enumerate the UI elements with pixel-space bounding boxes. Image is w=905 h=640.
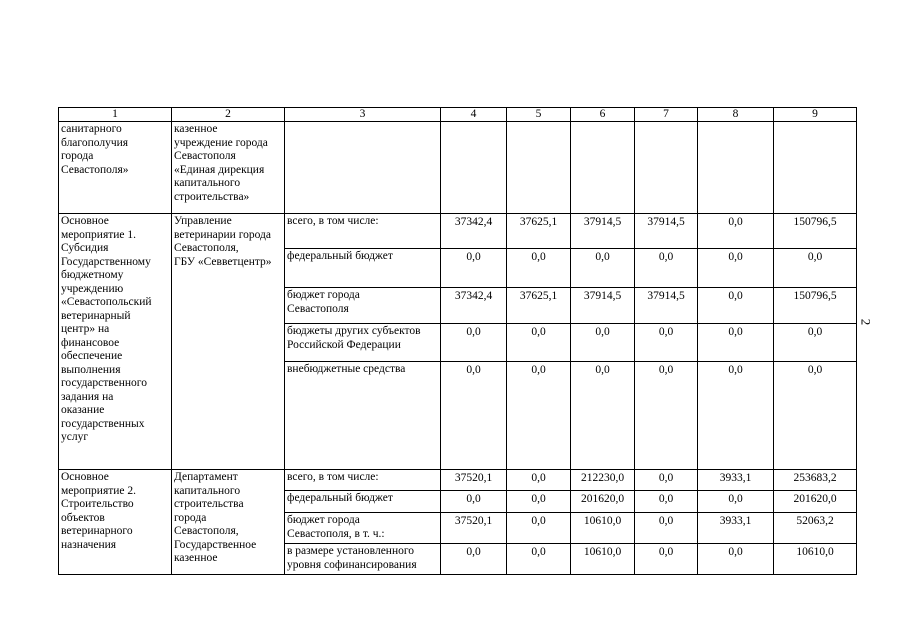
value-cell: 37342,4: [441, 288, 507, 324]
value-cell: 0,0: [507, 544, 571, 575]
value-cell: 0,0: [774, 362, 857, 470]
value-cell: 0,0: [635, 470, 698, 491]
column-header: 3: [285, 108, 441, 122]
value-cell: [635, 122, 698, 214]
value-cell: 0,0: [571, 324, 635, 362]
column-number-row: [59, 108, 857, 122]
value-cell: 201620,0: [571, 491, 635, 513]
value-cell: 0,0: [635, 513, 698, 544]
column-header: 5: [507, 108, 571, 122]
value-cell: 0,0: [507, 362, 571, 470]
value-cell: 0,0: [635, 249, 698, 288]
funding-source-cell: в размере установленного уровня софинансирования: [285, 544, 441, 575]
value-cell: 0,0: [774, 324, 857, 362]
value-cell: 0,0: [698, 324, 774, 362]
value-cell: 37520,1: [441, 513, 507, 544]
value-cell: 10610,0: [571, 513, 635, 544]
value-cell: 0,0: [698, 544, 774, 575]
value-cell: 37914,5: [571, 288, 635, 324]
value-cell: 37520,1: [441, 470, 507, 491]
value-cell: 37625,1: [507, 214, 571, 249]
column-header: 2: [172, 108, 285, 122]
column-header: 9: [774, 108, 857, 122]
column-header: 4: [441, 108, 507, 122]
value-cell: 3933,1: [698, 470, 774, 491]
funding-source-cell: всего, в том числе:: [285, 214, 441, 249]
value-cell: 0,0: [441, 544, 507, 575]
executor-cell: казенное учреждение города Севастополя «Единая дирекция капитального строительства»: [172, 122, 285, 214]
funding-source-cell: внебюджетные средства: [285, 362, 441, 470]
measure-name-cell: Основное мероприятие 2. Строительство объектов ветеринарного назначения: [59, 470, 172, 575]
measure-name-cell: санитарного благополучия города Севастополя»: [59, 122, 172, 214]
value-cell: 0,0: [571, 362, 635, 470]
value-cell: 0,0: [441, 249, 507, 288]
value-cell: 0,0: [698, 288, 774, 324]
value-cell: 0,0: [635, 491, 698, 513]
funding-source-cell: бюджет города Севастополя, в т. ч.:: [285, 513, 441, 544]
executor-cell: Управление ветеринарии города Севастополя, ГБУ «Севветцентр»: [172, 214, 285, 470]
value-cell: 0,0: [507, 491, 571, 513]
column-header: 6: [571, 108, 635, 122]
column-header: 7: [635, 108, 698, 122]
value-cell: 37342,4: [441, 214, 507, 249]
value-cell: 0,0: [571, 249, 635, 288]
measure-name-cell: Основное мероприятие 1. Субсидия Государственному бюджетному учреждению «Севастопольский ветеринарный центр» на финансовое обеспечение выполнения государственного задания на оказание государственных услуг: [59, 214, 172, 470]
value-cell: 37914,5: [635, 288, 698, 324]
funding-source-cell: федеральный бюджет: [285, 491, 441, 513]
value-cell: 0,0: [774, 249, 857, 288]
value-cell: 150796,5: [774, 288, 857, 324]
column-header: 8: [698, 108, 774, 122]
value-cell: 37914,5: [635, 214, 698, 249]
value-cell: 3933,1: [698, 513, 774, 544]
value-cell: 0,0: [507, 324, 571, 362]
value-cell: 0,0: [441, 324, 507, 362]
budget-table: [58, 107, 857, 575]
value-cell: 0,0: [698, 362, 774, 470]
value-cell: 0,0: [507, 470, 571, 491]
value-cell: 253683,2: [774, 470, 857, 491]
funding-source-cell: бюджеты других субъектов Российской Федерации: [285, 324, 441, 362]
value-cell: 0,0: [635, 324, 698, 362]
value-cell: 0,0: [507, 513, 571, 544]
value-cell: 0,0: [441, 362, 507, 470]
value-cell: 0,0: [441, 491, 507, 513]
table-row: [59, 470, 857, 491]
value-cell: [507, 122, 571, 214]
funding-source-cell: [285, 122, 441, 214]
page-number: 2: [858, 318, 874, 326]
value-cell: [774, 122, 857, 214]
funding-source-cell: бюджет города Севастополя: [285, 288, 441, 324]
value-cell: 0,0: [698, 214, 774, 249]
value-cell: [698, 122, 774, 214]
value-cell: [571, 122, 635, 214]
value-cell: 10610,0: [571, 544, 635, 575]
value-cell: 10610,0: [774, 544, 857, 575]
value-cell: 150796,5: [774, 214, 857, 249]
value-cell: 201620,0: [774, 491, 857, 513]
value-cell: 37914,5: [571, 214, 635, 249]
funding-source-cell: всего, в том числе:: [285, 470, 441, 491]
executor-cell: Департамент капитального строительства города Севастополя, Государственное казенное: [172, 470, 285, 575]
value-cell: [441, 122, 507, 214]
value-cell: 0,0: [698, 491, 774, 513]
value-cell: 0,0: [507, 249, 571, 288]
value-cell: 0,0: [635, 544, 698, 575]
value-cell: 0,0: [635, 362, 698, 470]
value-cell: 37625,1: [507, 288, 571, 324]
table-row: [59, 214, 857, 249]
table-row: [59, 122, 857, 214]
value-cell: 212230,0: [571, 470, 635, 491]
value-cell: 0,0: [698, 249, 774, 288]
funding-source-cell: федеральный бюджет: [285, 249, 441, 288]
value-cell: 52063,2: [774, 513, 857, 544]
budget-table-page: [58, 107, 857, 575]
column-header: 1: [59, 108, 172, 122]
